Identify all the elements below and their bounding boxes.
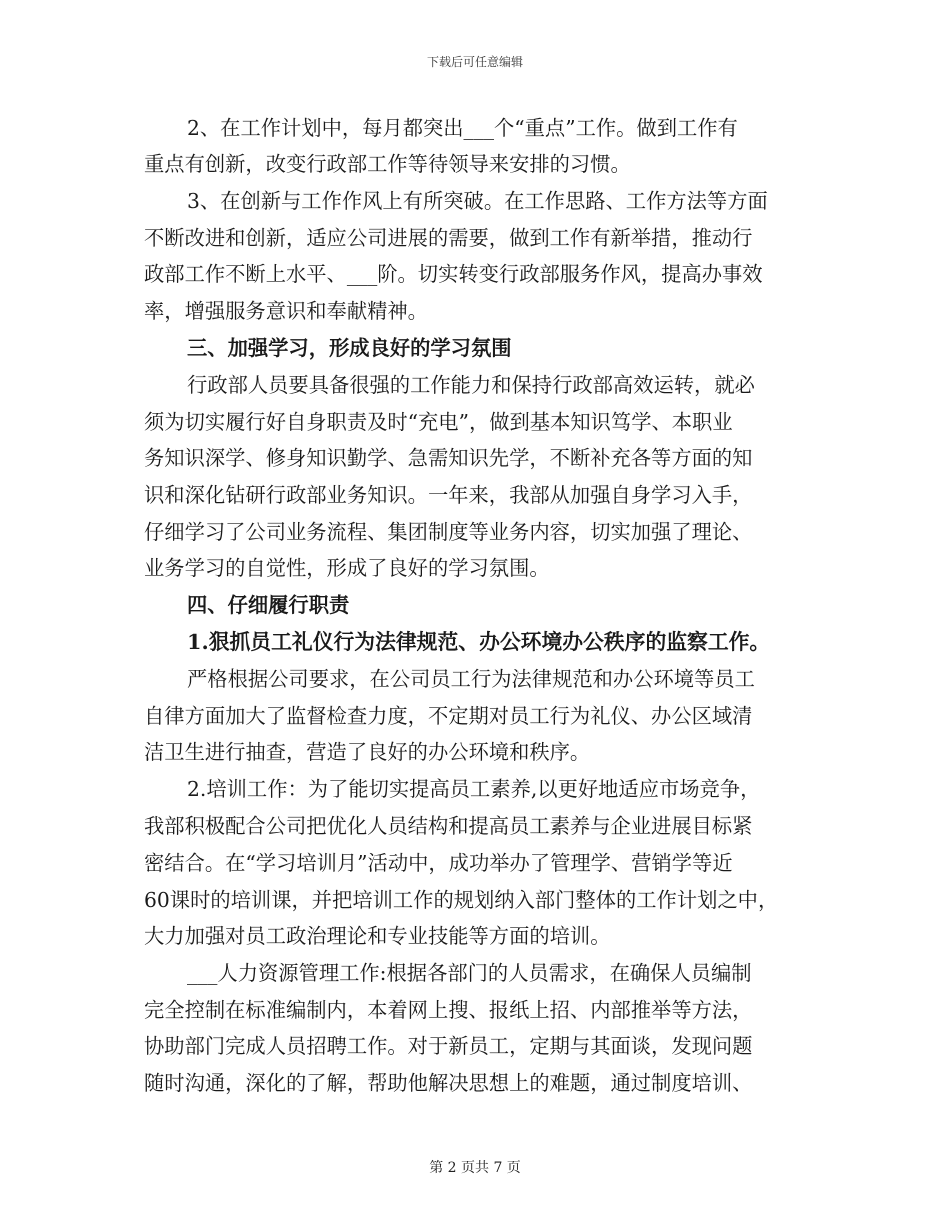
paragraph-line: 随时沟通，深化的了解，帮助他解决思想上的难题，通过制度培训、 <box>144 1071 753 1095</box>
paragraph-line: 3、在创新与工作作风上有所突破。在工作思路、工作方法等方面 <box>187 189 768 213</box>
paragraph-line: 仔细学习了公司业务流程、集团制度等业务内容，切实加强了理论、 <box>144 520 753 544</box>
paragraph-line: 洁卫生进行抽查，营造了良好的办公环境和秩序。 <box>144 740 591 764</box>
paragraph-line: 2.培训工作：为了能切实提高员工素养,以更好地适应市场竞争， <box>187 777 761 801</box>
paragraph-line: 我部积极配合公司把优化人员结构和提高员工素养与企业进展目标紧 <box>144 814 753 838</box>
paragraph-line: 密结合。在“学习培训月”活动中，成功举办了管理学、营销学等近 <box>144 851 733 875</box>
paragraph-line: 政部工作不断上水平、___阶。切实转变行政部服务作风，提高办事效 <box>144 262 763 286</box>
paragraph-line: 完全控制在标准编制内，本着网上搜、报纸上招、内部推举等方法， <box>144 998 753 1022</box>
page-header: 下载后可任意编辑 <box>426 55 523 69</box>
paragraph-line: 60课时的培训课，并把培训工作的规划纳入部门整体的工作计划之中， <box>144 888 779 912</box>
paragraph-line: ___人力资源管理工作:根据各部门的人员需求，在确保人员编制 <box>187 961 752 985</box>
paragraph-line: 业务学习的自觉性，形成了良好的学习氛围。 <box>144 556 550 580</box>
paragraph-line: 行政部人员要具备很强的工作能力和保持行政部高效运转，就必 <box>187 373 755 397</box>
paragraph-line: 严格根据公司要求，在公司员工行为法律规范和办公环境等员工 <box>187 667 755 691</box>
paragraph-line: 务知识深学、修身知识勤学、急需知识先学，不断补充各等方面的知 <box>144 446 753 470</box>
paragraph-line: 协助部门完成人员招聘工作。对于新员工，定期与其面谈，发现问题 <box>144 1034 753 1058</box>
section-heading: 三、加强学习，形成良好的学习氛围 <box>187 336 512 360</box>
paragraph-line: 须为切实履行好自身职责及时“充电”，做到基本知识笃学、本职业 <box>144 410 733 434</box>
paragraph-line: 自律方面加大了监督检查力度，不定期对员工行为礼仪、办公区域清 <box>144 704 753 728</box>
paragraph-line: 2、在工作计划中，每月都突出___个“重点”工作。做到工作有 <box>187 116 738 140</box>
page-footer: 第 2 页共 7 页 <box>429 1160 521 1176</box>
paragraph-line: 率，增强服务意识和奉献精神。 <box>144 299 428 323</box>
paragraph-line: 重点有创新，改变行政部工作等待领导来安排的习惯。 <box>144 152 631 176</box>
subsection-heading: 1.狠抓员工礼仪行为法律规范、办公环境办公秩序的监察工作。 <box>187 629 771 654</box>
paragraph-line: 大力加强对员工政治理论和专业技能等方面的培训。 <box>144 924 611 948</box>
section-heading: 四、仔细履行职责 <box>187 593 350 617</box>
paragraph-line: 识和深化钻研行政部业务知识。一年来，我部从加强自身学习入手， <box>144 483 753 507</box>
paragraph-line: 不断改进和创新，适应公司进展的需要，做到工作有新举措，推动行 <box>144 226 753 250</box>
